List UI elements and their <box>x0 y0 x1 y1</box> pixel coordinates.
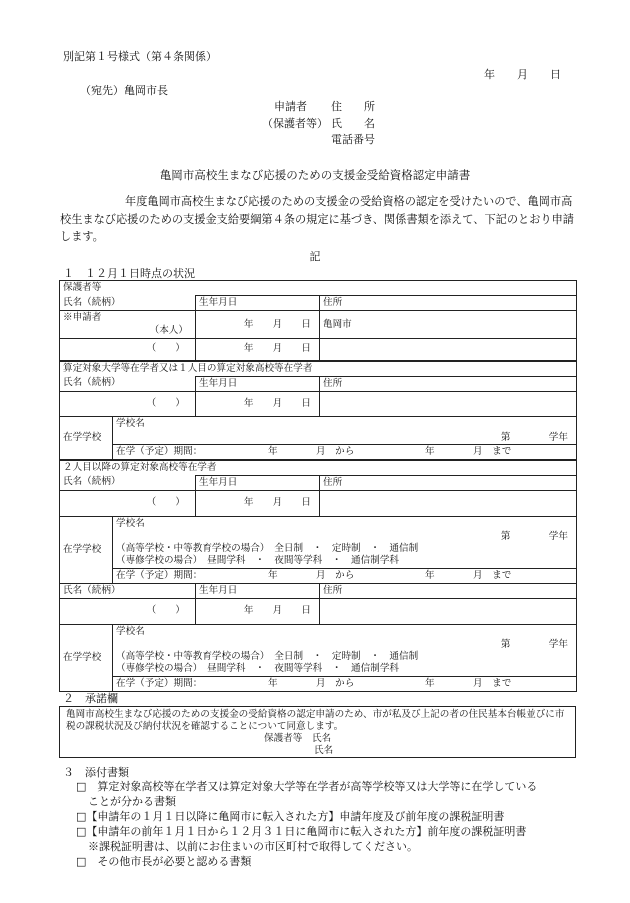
student2-grade[interactable]: 第 学年 <box>500 530 568 542</box>
student2-school-name-label: 学校名 <box>116 517 145 529</box>
applicant-name-label: 氏 名 <box>331 117 375 130</box>
student2-school-label: 在学学校 <box>60 516 113 583</box>
student2-type-vocational[interactable]: （専修学校の場合） 昼間学科 ・ 夜間等学科 ・ 通信制学科 <box>116 554 400 566</box>
self-label: （本人） <box>149 325 188 336</box>
ki-heading: 記 <box>309 250 321 263</box>
intro-paragraph: 年度亀岡市高校生まなび応援のための支援金の受給資格の認定を受けたいので、亀岡市高校生まなび応援のための支援金支給要綱第４条の規定に基づき、関係書類を添えて、下記のとおり申請します。 <box>60 195 574 243</box>
attach-item-3[interactable]: □【申請年の前年１月１日から１２月３１日に亀岡市に転入された方】前年度の課税証明書 <box>76 825 527 838</box>
student3-period-from[interactable]: 年 月 から <box>268 677 355 689</box>
student3-period-to[interactable]: 年 月 まで <box>425 677 512 689</box>
student2-dob[interactable]: 年 月 日 <box>196 490 320 516</box>
section-2-heading: ２ 承諾欄 <box>63 692 118 705</box>
student2-dob-label: 生年月日 <box>196 475 320 490</box>
student3-dob-label: 生年月日 <box>196 583 320 598</box>
guardian2-dob[interactable]: 年 月 日 <box>196 339 320 361</box>
addressee: （宛先）亀岡市長 <box>80 84 168 97</box>
student3-type-hs[interactable]: （高等学校・中等教育学校の場合） 全日制 ・ 定時制 ・ 通信制 <box>116 650 419 662</box>
student3-name-label: 氏名（続柄） <box>60 583 196 598</box>
date-line: 年 月 日 <box>484 68 561 81</box>
student3-dob[interactable]: 年 月 日 <box>196 598 320 624</box>
guardian1-addr[interactable]: 亀岡市 <box>320 311 577 339</box>
student3-addr-label: 住所 <box>320 583 577 598</box>
guardian-addr-label: 住所 <box>320 296 577 311</box>
student2-period-from[interactable]: 年 月 から <box>268 569 355 581</box>
student1-addr[interactable] <box>320 391 577 416</box>
student1-period-label: 在学（予定）期間： <box>116 445 203 457</box>
student1-name[interactable]: （ ） <box>60 391 196 416</box>
student3-school-name-label: 学校名 <box>116 625 145 637</box>
applicant-note: ※申請者 <box>63 312 102 323</box>
guardian2-name[interactable]: （ ） <box>60 339 196 361</box>
student1-name-label: 氏名（続柄） <box>60 376 196 391</box>
student2-period-to[interactable]: 年 月 まで <box>425 569 512 581</box>
student1-school-name-label: 学校名 <box>116 417 145 429</box>
applicant-phone-label: 電話番号 <box>331 133 375 146</box>
student2-addr[interactable] <box>320 490 577 516</box>
guardian-header: 保護者等 <box>60 281 577 296</box>
student1-dob-label: 生年月日 <box>196 376 320 391</box>
guardian2-addr[interactable] <box>320 339 577 361</box>
section-3-heading: ３ 添付書類 <box>63 766 129 779</box>
student1-addr-label: 住所 <box>320 376 577 391</box>
student1-period-from[interactable]: 年 月 から <box>268 445 355 457</box>
student2-name[interactable]: （ ） <box>60 490 196 516</box>
student3-period-label: 在学（予定）期間： <box>116 677 203 689</box>
consent-text: 亀岡市高校生まなび応援のための支援金の受給資格の認定申請のため、市が私及び上記の者の住民基本台帳並びに市税の課税状況及び納付状況を確認することについて同意します。 <box>66 709 565 732</box>
student1-grade[interactable]: 第 学年 <box>500 431 568 443</box>
student3-school-label: 在学学校 <box>60 624 113 691</box>
student1-period-to[interactable]: 年 月 まで <box>425 445 512 457</box>
consent-guardian-sign[interactable]: 保護者等 氏名 <box>264 733 332 744</box>
student2-header: ２人目以降の算定対象高校等在学者 <box>60 460 577 476</box>
document-title: 亀岡市高校生まなび応援のための支援金受給資格認定申請書 <box>159 168 471 182</box>
student1-dob[interactable]: 年 月 日 <box>196 391 320 416</box>
student3-name[interactable]: （ ） <box>60 598 196 624</box>
student2-period-label: 在学（予定）期間： <box>116 569 203 581</box>
guardian-name-label: 氏名（続柄） <box>60 296 196 311</box>
consent-student-sign[interactable]: 氏名 <box>314 745 334 756</box>
student1-header: 算定対象大学等在学者又は１人目の算定対象高校等在学者 <box>60 361 577 377</box>
guardian1-dob[interactable]: 年 月 日 <box>196 311 320 339</box>
student3-grade[interactable]: 第 学年 <box>500 638 568 650</box>
student3-addr[interactable] <box>320 598 577 624</box>
attach-item-4[interactable]: □ その他市長が必要と認める書類 <box>76 855 252 868</box>
student2-type-hs[interactable]: （高等学校・中等教育学校の場合） 全日制 ・ 定時制 ・ 通信制 <box>116 542 419 554</box>
attach-item-1-cont: ことが分かる書類 <box>88 795 176 808</box>
applicant-role-guardian: （保護者等） <box>262 117 328 130</box>
applicant-address-label: 住 所 <box>331 100 375 113</box>
student1-school-label: 在学学校 <box>60 416 113 460</box>
form-reference: 別記第１号様式（第４条関係） <box>63 50 217 63</box>
section-1-heading: １ １２月１日時点の状況 <box>63 267 195 280</box>
student2-name-label: 氏名（続柄） <box>60 475 196 490</box>
status-table <box>59 280 577 692</box>
attach-item-1[interactable]: □ 算定対象高校等在学者又は算定対象大学等在学者が高等学校等又は大学等に在学している <box>76 780 538 793</box>
applicant-role: 申請者 <box>274 100 307 113</box>
attach-item-2[interactable]: □【申請年の１月１日以降に亀岡市に転入された方】申請年度及び前年度の課税証明書 <box>76 810 505 823</box>
student3-type-vocational[interactable]: （専修学校の場合） 昼間学科 ・ 夜間等学科 ・ 通信制学科 <box>116 662 400 674</box>
student2-addr-label: 住所 <box>320 475 577 490</box>
guardian-dob-label: 生年月日 <box>196 296 320 311</box>
attach-note: ※課税証明書は、以前にお住まいの市区町村で取得してください。 <box>88 840 418 853</box>
consent-box <box>59 706 576 758</box>
